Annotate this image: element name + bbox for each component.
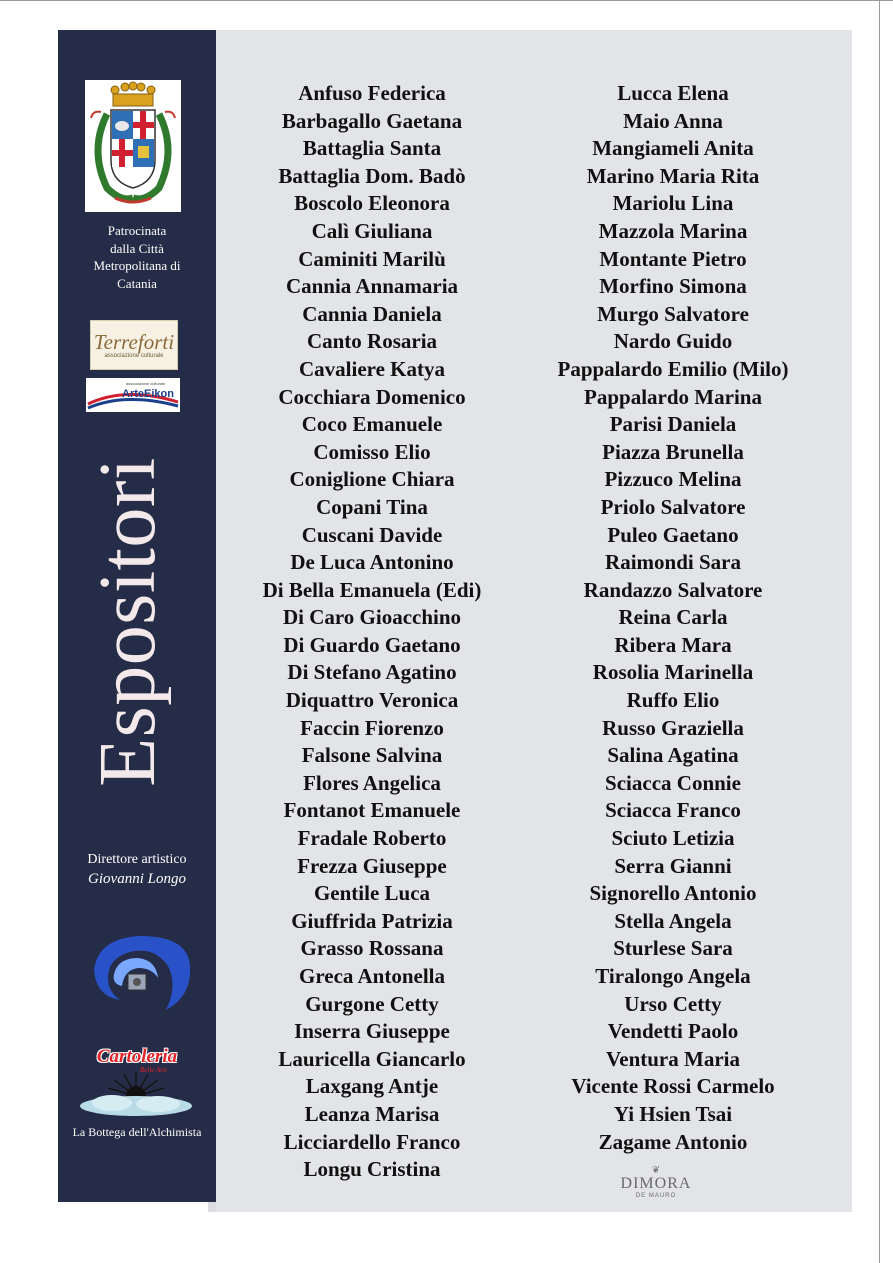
exhibitor-name: Ribera Mara <box>614 632 732 657</box>
exhibitor-name: Gentile Luca <box>313 881 431 906</box>
exhibitor-name: Signorello Antonio <box>589 881 757 906</box>
arteeikon-logo <box>86 378 180 412</box>
sunrise-cloud-logo-icon <box>76 1070 196 1120</box>
exhibitor-name: Giuffrida Patrizia <box>291 908 453 933</box>
patronage-line: dalla Città <box>110 240 164 256</box>
exhibitor-name: Mazzola Marina <box>598 218 748 243</box>
exhibitor-name: Cannia Daniela <box>302 301 442 326</box>
exhibitor-name: Yi Hsien Tsai <box>613 1101 733 1126</box>
patronage-line: Metropolitana di <box>93 258 181 273</box>
exhibitor-name: Murgo Salvatore <box>597 301 749 326</box>
exhibitor-name: Marino Maria Rita <box>586 163 760 188</box>
exhibitor-name: Tiralongo Angela <box>595 964 751 988</box>
exhibitor-name: Cannia Annamaria <box>285 274 459 299</box>
exhibitor-name: Sciacca Franco <box>605 798 741 823</box>
exhibitor-name: Di Bella Emanuela (Edi) <box>262 577 482 602</box>
exhibitor-name: Di Caro Gioacchino <box>282 605 462 630</box>
patronage-text <box>62 222 212 292</box>
exhibitor-name: Canto Rosaria <box>306 329 438 354</box>
exhibitor-name: Licciardello Franco <box>283 1129 461 1154</box>
exhibitor-name: Rosolia Marinella <box>592 660 754 685</box>
exhibitor-name: Pappalardo Emilio (Milo) <box>557 356 789 381</box>
exhibitor-name: Sturlese Sara <box>613 936 733 961</box>
exhibitor-list-left <box>232 80 512 1184</box>
exhibitor-name: Maio Anna <box>623 108 723 133</box>
exhibitor-name: Ventura Maria <box>606 1046 740 1071</box>
exhibitor-name: Inserra Giuseppe <box>294 1019 450 1044</box>
exhibitor-name: Sciacca Connie <box>605 770 741 795</box>
exhibitor-name: Morfino Simona <box>599 274 747 299</box>
exhibitor-name: Piazza Brunella <box>602 439 744 464</box>
exhibitor-name: Frezza Giuseppe <box>297 853 447 878</box>
dimora-logo-text: DIMORA <box>620 1175 692 1192</box>
exhibitor-name: Caminiti Marilù <box>298 246 446 271</box>
exhibitor-name: Lucca Elena <box>617 81 729 105</box>
dimora-ornament-icon: ❦ <box>651 1165 661 1176</box>
exhibitor-name: Leanza Marisa <box>304 1101 440 1126</box>
exhibitor-name: Calì Giuliana <box>311 218 433 243</box>
exhibitor-name: Coco Emanuele <box>301 412 443 437</box>
arteeikon-logo-subtitle: associazione culturale <box>126 381 166 386</box>
exhibitor-name: Mangiameli Anita <box>592 136 754 161</box>
coat-of-arms-logo <box>85 80 181 212</box>
exhibitor-name: Reina Carla <box>618 605 728 630</box>
exhibitor-list-right <box>530 80 816 1156</box>
exhibitor-name: Sciuto Letizia <box>611 826 735 851</box>
cartoleria-logo-text: Cartoleria <box>96 1046 178 1067</box>
exhibitor-name: Cuscani Davide <box>301 522 443 547</box>
exhibitor-name: Randazzo Salvatore <box>583 577 763 602</box>
bottega-logo-text: La Bottega dell'Alchimista <box>72 1125 202 1139</box>
exhibitor-name: Russo Graziella <box>602 715 744 740</box>
exhibitor-name: Boscolo Eleonora <box>294 191 450 216</box>
exhibitor-name: Flores Angelica <box>303 770 441 795</box>
exhibitor-name: Mariolu Lina <box>612 191 734 216</box>
exhibitor-name: Urso Cetty <box>624 991 722 1016</box>
patronage-line: Patrocinata <box>107 223 167 238</box>
exhibitor-name: Vendetti Paolo <box>607 1019 739 1044</box>
exhibitor-name: Copani Tina <box>316 494 428 519</box>
exhibitor-name: Battaglia Santa <box>302 136 442 161</box>
exhibitor-name: Montante Pietro <box>599 246 747 271</box>
exhibitor-name: Gurgone Cetty <box>305 991 439 1016</box>
arteeikon-logo-text: ArteEikon <box>122 388 174 400</box>
dimora-logo <box>605 1166 707 1200</box>
page-title: Espositori <box>84 457 172 787</box>
exhibitor-name: Serra Gianni <box>614 853 732 878</box>
exhibitor-name: Falsone Salvina <box>301 743 443 768</box>
blue-swirl-logo-icon <box>88 930 194 1014</box>
exhibitor-name: Battaglia Dom. Badò <box>278 163 466 188</box>
exhibitor-name: Parisi Daniela <box>609 412 737 437</box>
exhibitor-name: Anfuso Federica <box>298 81 446 105</box>
exhibitor-name: Longu Cristina <box>303 1157 441 1182</box>
exhibitor-name: Salina Agatina <box>607 743 739 768</box>
page-border-top <box>0 0 893 1</box>
exhibitor-name: Diquattro Veronica <box>285 688 459 713</box>
exhibitor-name: Greca Antonella <box>298 964 445 988</box>
exhibitor-name: Barbagallo Gaetana <box>281 108 463 133</box>
exhibitor-name: Laxgang Antje <box>305 1074 439 1099</box>
terreforti-logo <box>90 320 178 370</box>
exhibitor-name: Lauricella Giancarlo <box>278 1046 466 1071</box>
exhibitor-name: Di Guardo Gaetano <box>283 632 461 657</box>
exhibitor-name: Fradale Roberto <box>297 826 447 851</box>
exhibitor-name: Fontanot Emanuele <box>283 798 461 823</box>
exhibitor-name: Ruffo Elio <box>626 688 720 713</box>
director-name: Giovanni Longo <box>88 871 186 887</box>
exhibitor-name: Pizzuco Melina <box>604 467 742 492</box>
exhibitor-name: Cocchiara Domenico <box>278 384 466 409</box>
terreforti-logo-text: Terreforti <box>93 330 175 354</box>
exhibitor-name: Coniglione Chiara <box>289 467 455 492</box>
exhibitor-name: Comisso Elio <box>313 439 431 464</box>
patronage-line: Catania <box>117 275 157 291</box>
exhibitor-name: Grasso Rossana <box>300 936 444 961</box>
exhibitor-name: Nardo Guido <box>613 329 733 354</box>
exhibitor-name: Stella Angela <box>614 908 732 933</box>
exhibitor-name: Zagame Antonio <box>598 1129 748 1154</box>
exhibitor-name: Cavaliere Katya <box>299 356 445 381</box>
exhibitor-name: Priolo Salvatore <box>600 494 746 519</box>
exhibitor-name: Puleo Gaetano <box>607 522 739 547</box>
artistic-director <box>62 850 212 889</box>
exhibitor-name: Di Stefano Agatino <box>287 660 457 685</box>
exhibitor-name: Pappalardo Marina <box>584 384 762 409</box>
director-role: Direttore artistico <box>87 852 187 867</box>
terreforti-logo-subtitle: associazione culturale <box>104 353 164 359</box>
page-border-right <box>879 0 880 1263</box>
exhibitor-name: De Luca Antonino <box>290 550 454 575</box>
coat-of-arms-icon <box>85 80 181 212</box>
exhibitor-name: Faccin Fiorenzo <box>300 715 444 740</box>
exhibitor-name: Vicente Rossi Carmelo <box>571 1074 775 1099</box>
cartoleria-logo-subtitle: Belle Arti <box>140 1066 167 1074</box>
dimora-logo-subtitle: DE MAURO <box>635 1193 677 1199</box>
exhibitor-name: Raimondi Sara <box>605 550 741 575</box>
